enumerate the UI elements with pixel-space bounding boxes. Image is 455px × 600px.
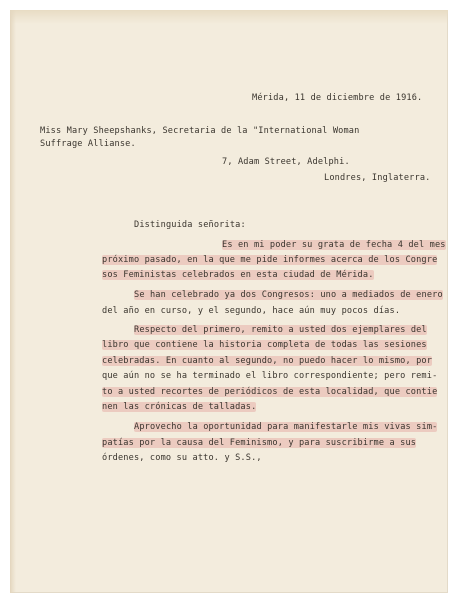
letter-page	[10, 10, 448, 593]
body-line: celebradas. En cuanto al segundo, no puedo hacer lo mismo, por	[102, 356, 433, 366]
body-line: próximo pasado, en la que me pide informes acerca de los Congre	[102, 255, 438, 265]
body-line: sos Feministas celebrados en esta ciudad de Mérida.	[102, 270, 374, 280]
date-line: Mérida, 11 de diciembre de 1916.	[252, 93, 423, 103]
body-line: Respecto del primero, remito a usted dos ejemplares del	[134, 325, 427, 335]
body-line: to a usted recortes de periódicos de esta localidad, que contie	[102, 387, 438, 397]
body-line: que aún no se ha terminado el libro correspondiente; pero remi-	[102, 371, 438, 381]
recipient-city: Londres, Inglaterra.	[324, 173, 431, 183]
body-line: Es en mi poder su grata de fecha 4 del mes	[222, 240, 446, 250]
recipient-line: Suffrage Allianse.	[40, 139, 136, 149]
recipient-line: Miss Mary Sheepshanks, Secretaria de la "International Woman	[40, 126, 360, 136]
body-line: nen las crónicas de talladas.	[102, 402, 257, 412]
body-line: órdenes, como su atto. y S.S.,	[102, 453, 262, 463]
recipient-address: 7, Adam Street, Adelphi.	[222, 157, 350, 167]
body-line: del año en curso, y el segundo, hace aún muy pocos días.	[102, 306, 401, 316]
body-line: Se han celebrado ya dos Congresos: uno a mediados de enero	[134, 290, 443, 300]
body-line: Aprovecho la oportunidad para manifestarle mis vivas sim-	[134, 422, 438, 432]
salutation: Distinguida señorita:	[134, 220, 246, 230]
body-line: patías por la causa del Feminismo, y para suscribirme a sus	[102, 438, 417, 448]
body-line: libro que contiene la historia completa de todas las sesiones	[102, 340, 427, 350]
